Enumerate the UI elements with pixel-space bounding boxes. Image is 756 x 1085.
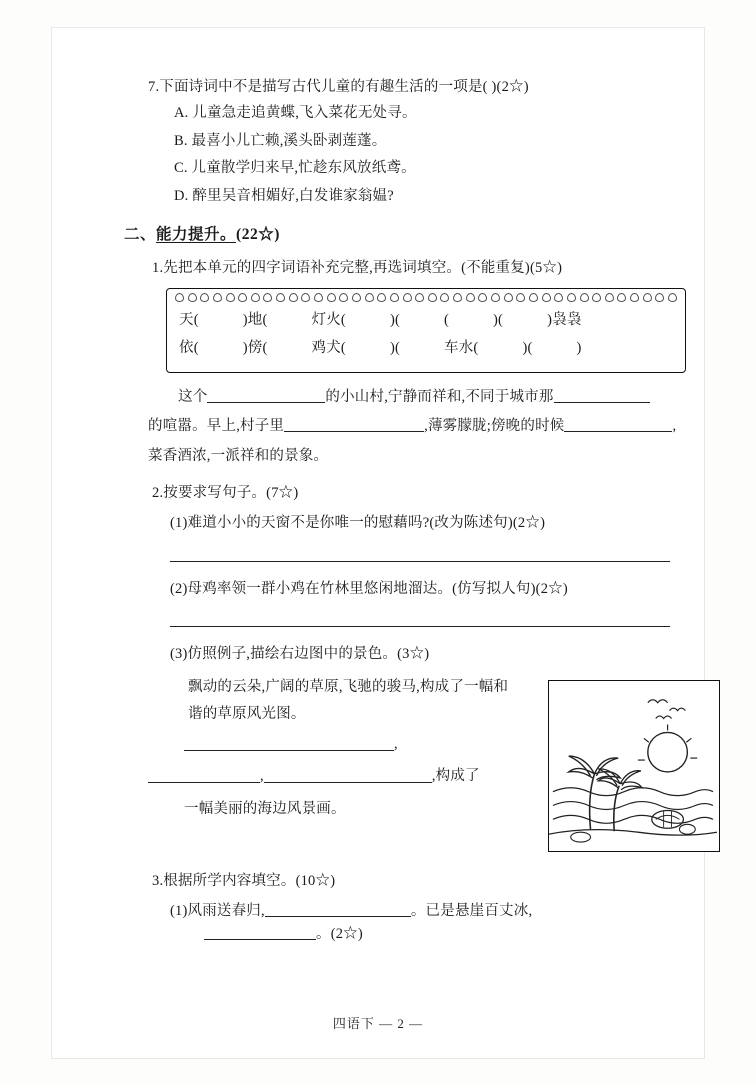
question-2-3-final-line: 一幅美丽的海边风景画。 [184, 800, 346, 817]
fill-blank-1[interactable] [207, 387, 325, 403]
question-3-stem: 3.根据所学内容填空。(10☆) [152, 872, 336, 889]
box-scallop-decoration [175, 293, 677, 302]
word-2-4: )( [389, 340, 400, 357]
para-line2-a: 的喧嚣。早上,村子里 [148, 418, 285, 435]
word-2-6: )( [522, 340, 533, 357]
para-line2-b: ,薄雾朦胧;傍晚的时候 [424, 418, 565, 435]
word-1-4: )( [389, 311, 400, 328]
q3-item1-a: (1)风雨送春归, [170, 903, 265, 920]
answer-row-1 [148, 733, 520, 755]
word-1-7: )袅袅 [547, 311, 582, 328]
answer-blank-3-3[interactable] [264, 768, 432, 784]
word-2-2: )傍( [242, 340, 268, 357]
question-1-stem: 1.先把本单元的四字词语补充完整,再选词填空。(不能重复)(5☆) [152, 260, 563, 277]
q3-blank-2[interactable] [204, 924, 316, 940]
question-7-option-c: C. 儿童散学归来早,忙趁东风放纸鸢。 [174, 160, 416, 177]
para-line1-a: 这个 [178, 388, 208, 405]
question-2-item-2: (2)母鸡率领一群小鸡在竹林里悠闲地溜达。(仿写拟人句)(2☆) [170, 580, 568, 597]
question-2-item-1: (1)难道小小的天窗不是你唯一的慰藉吗?(改为陈述句)(2☆) [170, 515, 546, 532]
fill-blank-2[interactable] [554, 387, 650, 403]
word-2-1: 依( [179, 340, 199, 357]
word-1-5: ( [444, 311, 450, 328]
page-footer: 四语下 — 2 — [332, 1016, 424, 1031]
question-7-option-b: B. 最喜小儿亡赖,溪头卧剥莲蓬。 [174, 132, 387, 149]
section-2-title: 能力提升。 [156, 226, 237, 244]
section-2-heading [124, 223, 720, 247]
word-1-1: 天( [179, 311, 199, 328]
para-line1-b: 的小山村,宁静而祥和,不同于城市那 [325, 388, 554, 405]
word-2-7: ) [576, 340, 582, 357]
answer-comma-2: , [260, 768, 264, 785]
fill-blank-3[interactable] [284, 417, 424, 433]
word-1-3: 灯火( [311, 311, 346, 328]
answer-line-2-1[interactable] [170, 561, 670, 562]
question-7-option-d: D. 醉里吴音相媚好,白发谁家翁媪? [174, 187, 394, 204]
answer-line-2-2[interactable] [170, 626, 670, 627]
question-1-paragraph: 这个 的小山村,宁静而祥和,不同于城市那 的喧嚣。早上,村子里 ,薄雾朦胧;傍晚的时候 , 菜香酒浓,一派祥和的景象。 [148, 388, 677, 465]
answer-blank-3-1[interactable] [184, 735, 394, 751]
section-2-score: (22☆) [236, 226, 280, 244]
fill-blank-4[interactable] [564, 417, 672, 433]
word-row-1 [179, 309, 673, 331]
question-2-3-example: 飘动的云朵,广阔的草原,飞驰的骏马,构成了一幅和谐的草原风光图。 [188, 678, 509, 723]
q3-item1-c: 。(2☆) [316, 925, 363, 942]
question-7-stem: 7.下面诗词中不是描写古代儿童的有趣生活的一项是( )(2☆) [148, 79, 529, 95]
answer-tail-text: ,构成了 [431, 768, 480, 785]
section-2-prefix: 二、 [124, 226, 157, 244]
word-2-5: 车水( [444, 340, 479, 357]
word-1-6: )( [493, 311, 504, 328]
question-2-stem: 2.按要求写句子。(7☆) [152, 484, 299, 501]
q3-item1-b: 。已是悬崖百丈冰, [410, 903, 533, 920]
worksheet-content [124, 76, 720, 947]
paper-sheet [52, 28, 704, 1058]
answer-row-2 [148, 765, 520, 787]
word-1-2: )地( [242, 311, 268, 328]
para-line3: 菜香酒浓,一派祥和的景象。 [148, 448, 329, 465]
question-3-item-1 [170, 900, 720, 945]
question-7-option-a: A. 儿童急走追黄蝶,飞入菜花无处寻。 [174, 105, 417, 122]
word-row-2 [179, 337, 673, 359]
answer-comma-1: , [394, 735, 398, 752]
question-2-3-block [148, 674, 720, 864]
question-2-3-answer-lines [148, 733, 520, 788]
word-2-3: 鸡犬( [311, 340, 346, 357]
answer-blank-3-2[interactable] [148, 768, 260, 784]
question-2-item-3: (3)仿照例子,描绘右边图中的景色。(3☆) [170, 646, 430, 663]
q3-blank-1[interactable] [265, 902, 411, 918]
word-fill-box [166, 288, 686, 373]
scenery-illustration [548, 680, 720, 852]
beach-scene-svg [549, 681, 717, 849]
